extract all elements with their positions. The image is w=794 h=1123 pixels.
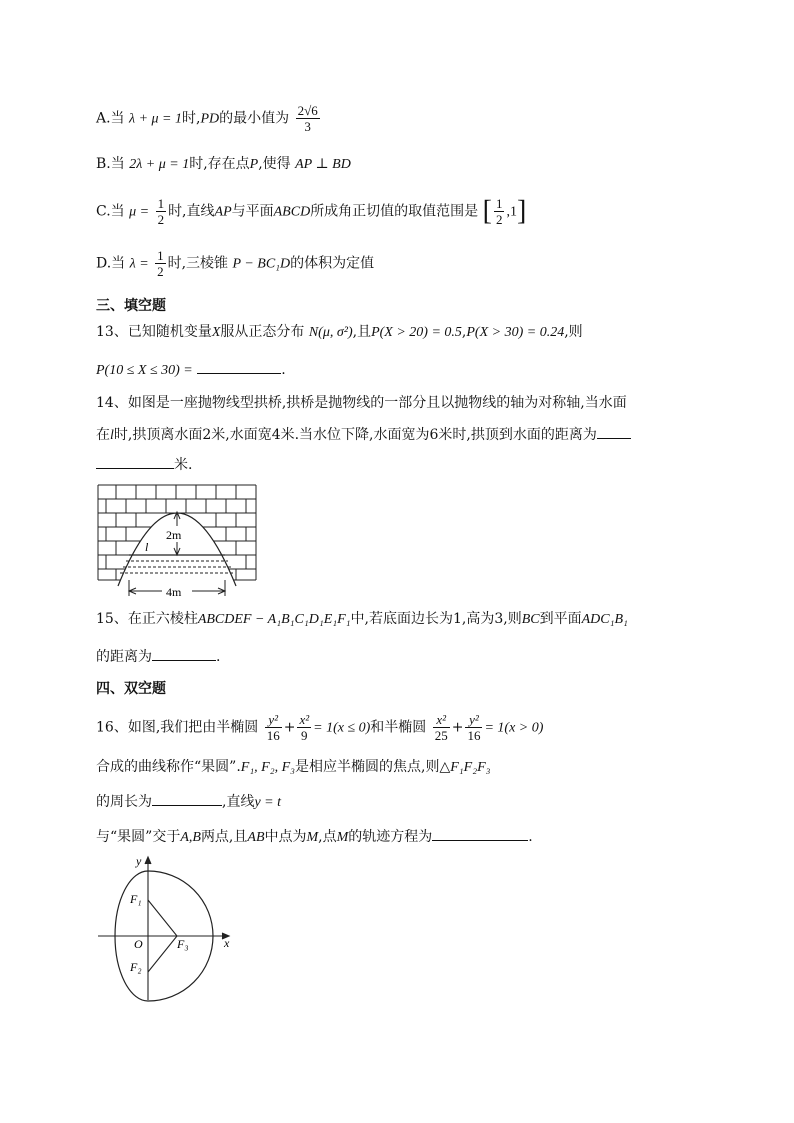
fruit-ellipse-figure: [96, 850, 246, 1010]
fraction: $\frac{1}{2}$: [157, 248, 164, 279]
answer-blank[interactable]: [96, 454, 174, 469]
question-16-line4: 与“果圆”交于A,B两点,且AB中点为M,点M的轨迹方程为 .: [96, 826, 533, 848]
arch-bridge-figure: [96, 482, 260, 600]
question-16: 16、如图,我们把由半椭圆 $\frac{\text{y²}}{16}$ + $\frac{\text{x²}}{9}$ = 1(x ≤ 0)和半椭圆 $\frac{\text{x²}}{25}$ + $\frac{\text{y²}}{16}$ = 1(x > 0): [96, 712, 544, 743]
question-16-line2: 合成的曲线称作“果圆”.F₁, F₂, F₃是相应半椭圆的焦点,则△F₁F₂F₃: [96, 759, 491, 775]
question-14-line2: 在l时,拱顶离水面2米,水面宽4米.当水位下降,水面宽为6米时,拱顶到水面的距离为: [96, 424, 631, 446]
y-axis-label: y: [136, 854, 142, 868]
f1-label: F₁: [130, 892, 142, 906]
section-title: 三、填空题: [96, 298, 166, 314]
answer-blank[interactable]: [152, 646, 216, 661]
option-a: A.当 λ + μ = 1时,PD的最小值为 $\frac{2√6}{3}$: [96, 103, 318, 134]
water-line-label: l: [145, 540, 149, 554]
question-16-line3: 的周长为 ,直线y = t: [96, 791, 281, 813]
question-13-answer: P(10 ≤ X ≤ 30) = .: [96, 359, 286, 381]
section-title: 四、双空题: [96, 681, 166, 697]
width-label: 4m: [166, 585, 182, 599]
fraction: $\frac{1}{2}$: [157, 196, 165, 227]
answer-blank[interactable]: [597, 424, 631, 439]
question-15-line2: 的距离为 .: [96, 646, 220, 667]
option-d: D.当 λ = $\frac{1}{2}$ 时,三棱锥 P − BC₁D的体积为定值: [96, 248, 375, 279]
answer-blank[interactable]: [197, 359, 281, 374]
answer-blank[interactable]: [152, 791, 222, 806]
f3-label: F₃: [177, 937, 189, 951]
question-15: 15、在正六棱柱ABCDEF − A₁B₁C₁D₁E₁F₁中,若底面边长为1,高为3,则BC到平面ADC₁B₁: [96, 611, 628, 627]
fraction: $\frac{2√6}{3}$: [297, 103, 318, 134]
question-14-line3: 米.: [96, 454, 192, 475]
option-c: C.当 μ = $\frac{1}{2}$ 时,直线AP与平面ABCD所成角正切值的取值范围是 [ $\frac{1}{2}$ ,1]: [96, 195, 527, 227]
question-14: 14、如图是一座抛物线型拱桥,拱桥是抛物线的一部分且以抛物线的轴为对称轴,当水面: [96, 395, 627, 411]
option-b: B.当 2λ + μ = 1时,存在点P,使得 AP ⊥ BD: [96, 156, 351, 172]
question-13: 13、已知随机变量X服从正态分布 N(μ, σ²),且P(X > 20) = 0.5,P(X > 30) = 0.24,则: [96, 324, 583, 340]
fraction: $\frac{1}{2}$: [495, 196, 503, 227]
origin-label: O: [134, 937, 143, 951]
height-label: 2m: [166, 528, 182, 542]
f2-label: F₂: [130, 960, 142, 974]
answer-blank[interactable]: [432, 826, 528, 841]
x-axis-label: x: [224, 936, 230, 950]
